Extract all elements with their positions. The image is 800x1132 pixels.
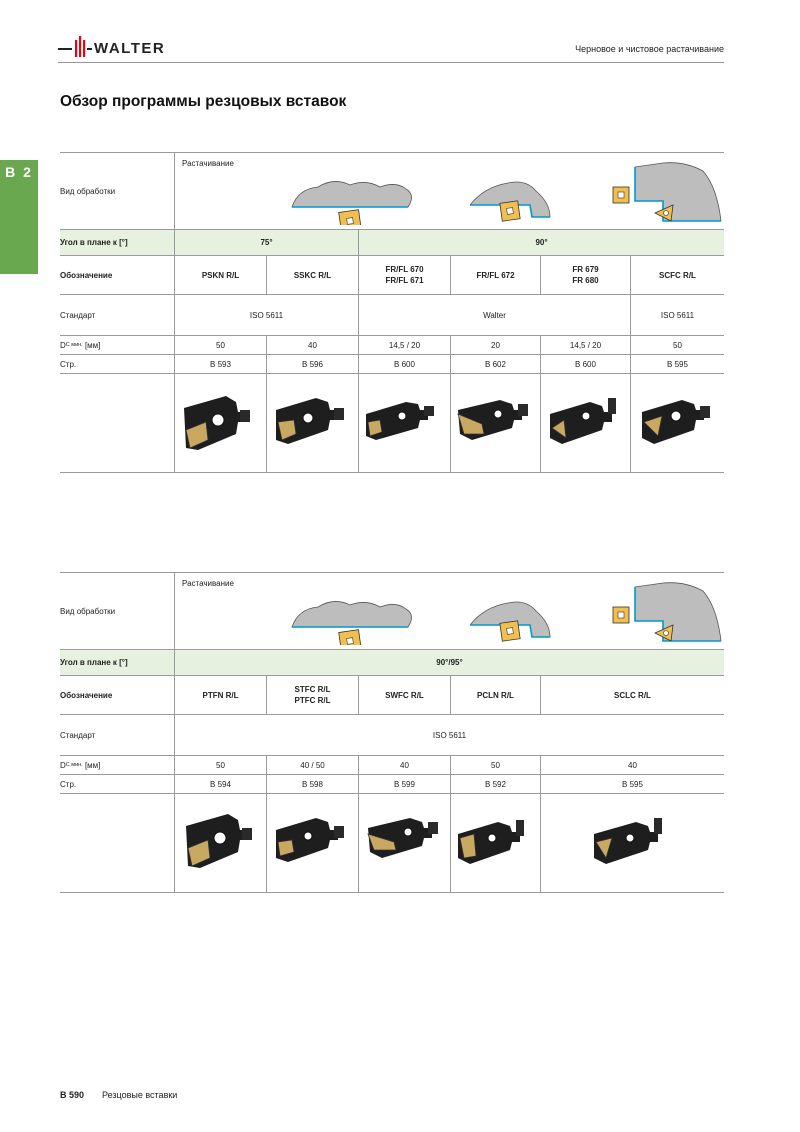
- angle-row: [60, 650, 724, 676]
- designation-cell: FR/FL 672: [450, 256, 540, 294]
- operation-row: [60, 573, 724, 650]
- page-ref-cell: B 595: [540, 775, 724, 793]
- designation-row: [60, 676, 724, 715]
- page-ref-row: [60, 355, 724, 374]
- standard-label: Стандарт: [60, 730, 96, 740]
- page-ref-cell: B 593: [174, 355, 266, 373]
- dc-cell: 40: [266, 336, 358, 354]
- dc-cell: 20: [450, 336, 540, 354]
- page-ref-cell: B 602: [450, 355, 540, 373]
- page-ref-label: Стр.: [60, 359, 77, 369]
- page-ref-cell: B 600: [358, 355, 450, 373]
- designation-label: Обозначение: [60, 270, 113, 280]
- dc-cell: 50: [174, 336, 266, 354]
- insert-photo-sclc: [590, 810, 674, 870]
- walter-logo: [58, 34, 198, 60]
- designation-cell: FR 679 FR 680: [540, 256, 630, 294]
- operation-label: Вид обработки: [60, 186, 116, 196]
- designation-cell: PSKN R/L: [174, 256, 266, 294]
- page-ref-cell: B 600: [540, 355, 630, 373]
- insert-photo-pskn: [178, 390, 258, 454]
- boring-diagram-2: [470, 591, 560, 645]
- operation-value: Растачивание: [182, 579, 234, 588]
- page-ref-cell: B 599: [358, 775, 450, 793]
- angle-row: [60, 230, 724, 256]
- boring-diagram-2: [470, 171, 560, 225]
- page-ref-cell: B 594: [174, 775, 266, 793]
- angle-value: 75°: [174, 230, 358, 255]
- standard-row: [60, 715, 724, 756]
- operation-label: Вид обработки: [60, 606, 116, 616]
- dc-cell: 40: [540, 756, 724, 774]
- dc-label: D С мин. [мм]: [60, 340, 101, 350]
- standard-cell: Walter: [358, 295, 630, 335]
- angle-value: 90°: [358, 230, 724, 255]
- operation-value: Растачивание: [182, 159, 234, 168]
- designation-cell: SCFC R/L: [630, 256, 724, 294]
- boring-diagram-3: [605, 157, 725, 227]
- boring-diagram-1: [290, 167, 420, 225]
- designation-cell: SSKC R/L: [266, 256, 358, 294]
- dc-cell: 50: [174, 756, 266, 774]
- header-divider: [58, 62, 724, 63]
- standard-label: Стандарт: [60, 310, 96, 320]
- svg-text:WALTER: WALTER: [94, 40, 166, 57]
- operation-row: [60, 153, 724, 230]
- insert-photo-sskc: [272, 392, 352, 452]
- page-ref-cell: B 596: [266, 355, 358, 373]
- chapter-tab: B 2: [0, 160, 38, 274]
- insert-photo-swfc: [364, 812, 444, 868]
- dc-row: [60, 336, 724, 355]
- insert-photo-stfc: [272, 812, 352, 870]
- insert-photo-fr670: [362, 394, 442, 450]
- designation-label: Обозначение: [60, 690, 113, 700]
- standard-cell: ISO 5611: [630, 295, 724, 335]
- standard-cell: ISO 5611: [174, 715, 724, 755]
- dc-cell: 40: [358, 756, 450, 774]
- dc-cell: 14,5 / 20: [540, 336, 630, 354]
- insert-photo-fr679: [546, 388, 626, 450]
- page-ref-cell: B 598: [266, 775, 358, 793]
- designation-cell: STFC R/L PTFC R/L: [266, 676, 358, 714]
- section-title: Черновое и чистовое растачивание: [575, 44, 724, 54]
- boring-diagram-3: [605, 577, 725, 647]
- page-ref-label: Стр.: [60, 779, 77, 789]
- insert-photo-ptfn: [180, 808, 260, 872]
- insert-photo-scfc: [638, 390, 718, 450]
- standard-cell: ISO 5611: [174, 295, 358, 335]
- angle-value: 90°/95°: [174, 650, 724, 675]
- footer-title: Резцовые вставки: [102, 1090, 178, 1100]
- page-title: Обзор программы резцовых вставок: [60, 93, 347, 110]
- footer-page-number: B 590: [60, 1090, 85, 1100]
- page-ref-cell: B 592: [450, 775, 540, 793]
- designation-row: [60, 256, 724, 295]
- dc-cell: 40 / 50: [266, 756, 358, 774]
- designation-cell: SCLC R/L: [540, 676, 724, 714]
- insert-photo-pcln: [454, 808, 534, 870]
- boring-diagram-1: [290, 587, 420, 645]
- dc-cell: 50: [630, 336, 724, 354]
- designation-cell: FR/FL 670 FR/FL 671: [358, 256, 450, 294]
- dc-cell: 50: [450, 756, 540, 774]
- page-ref-row: [60, 775, 724, 794]
- dc-row: [60, 756, 724, 775]
- angle-label: Угол в плане к [°]: [60, 238, 128, 247]
- standard-row: [60, 295, 724, 336]
- angle-label: Угол в плане к [°]: [60, 658, 128, 667]
- designation-cell: SWFC R/L: [358, 676, 450, 714]
- insert-photo-fr672: [454, 394, 534, 450]
- designation-cell: PCLN R/L: [450, 676, 540, 714]
- dc-label: D С мин. [мм]: [60, 760, 101, 770]
- page-ref-cell: B 595: [630, 355, 724, 373]
- designation-cell: PTFN R/L: [174, 676, 266, 714]
- dc-cell: 14,5 / 20: [358, 336, 450, 354]
